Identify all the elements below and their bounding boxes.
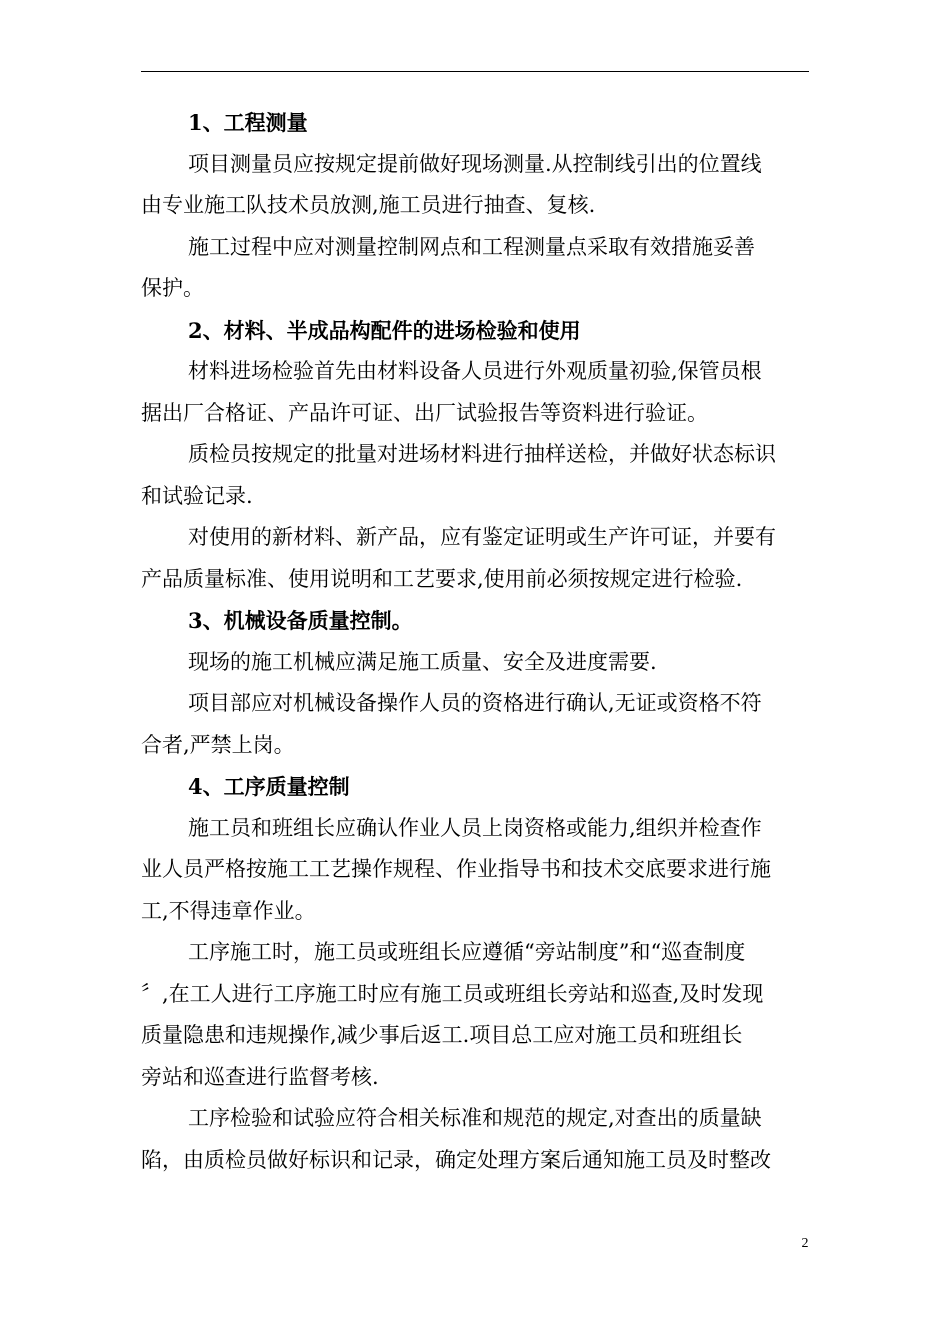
section-heading: 4、工序质量控制	[188, 774, 350, 799]
paragraph-line: 保护。	[141, 276, 204, 300]
page-number: 2	[801, 1236, 809, 1251]
paragraph-line: 产品质量标准、使用说明和工艺要求,使用前必须按规定进行检验.	[141, 566, 743, 591]
paragraph-line: 项目部应对机械设备操作人员的资格进行确认,无证或资格不符	[188, 691, 762, 715]
paragraph-line: 据出厂合格证、产品许可证、出厂试验报告等资料进行验证。	[141, 400, 708, 425]
paragraph-line: 现场的施工机械应满足施工质量、安全及进度需要.	[188, 649, 657, 674]
paragraph-line: 质检员按规定的批量对进场材料进行抽样送检，并做好状态标识	[188, 442, 776, 466]
paragraph-line: 工序施工时，施工员或班组长应遵循“旁站制度”和“巡查制度	[188, 940, 746, 964]
paragraph-line: 质量隐患和违规操作,减少事后返工.项目总工应对施工员和班组长	[141, 1023, 743, 1047]
header-rule	[141, 71, 809, 72]
paragraph-line: 工序检验和试验应符合相关标准和规范的规定,对查出的质量缺	[188, 1106, 762, 1130]
paragraph-line: 施工过程中应对测量控制网点和工程测量点采取有效措施妥善	[188, 234, 755, 259]
section-heading: 1、工程测量	[188, 110, 308, 135]
paragraph-line: 和试验记录.	[141, 483, 253, 508]
paragraph-line: 〞,在工人进行工序施工时应有施工员或班组长旁站和巡查,及时发现	[141, 981, 764, 1006]
paragraph-line: 合者,严禁上岗。	[141, 732, 295, 757]
section-heading: 3、机械设备质量控制。	[188, 608, 413, 633]
document-body	[141, 102, 809, 1181]
paragraph-line: 对使用的新材料、新产品，应有鉴定证明或生产许可证，并要有	[188, 525, 776, 549]
paragraph-line: 陷，由质检员做好标识和记录，确定处理方案后通知施工员及时整改	[141, 1147, 771, 1172]
paragraph-line: 工,不得违章作业。	[141, 898, 316, 923]
paragraph-line: 旁站和巡查进行监督考核.	[141, 1064, 379, 1089]
paragraph-line: 材料进场检验首先由材料设备人员进行外观质量初验,保管员根	[188, 359, 762, 383]
paragraph-line: 项目测量员应按规定提前做好现场测量.从控制线引出的位置线	[188, 151, 762, 176]
paragraph-line: 业人员严格按施工工艺操作规程、作业指导书和技术交底要求进行施	[141, 857, 771, 881]
paragraph-line: 施工员和班组长应确认作业人员上岗资格或能力,组织并检查作	[188, 815, 762, 840]
paragraph-line: 由专业施工队技术员放测,施工员进行抽查、复核.	[141, 193, 596, 217]
section-heading: 2、材料、半成品构配件的进场检验和使用	[188, 317, 581, 343]
